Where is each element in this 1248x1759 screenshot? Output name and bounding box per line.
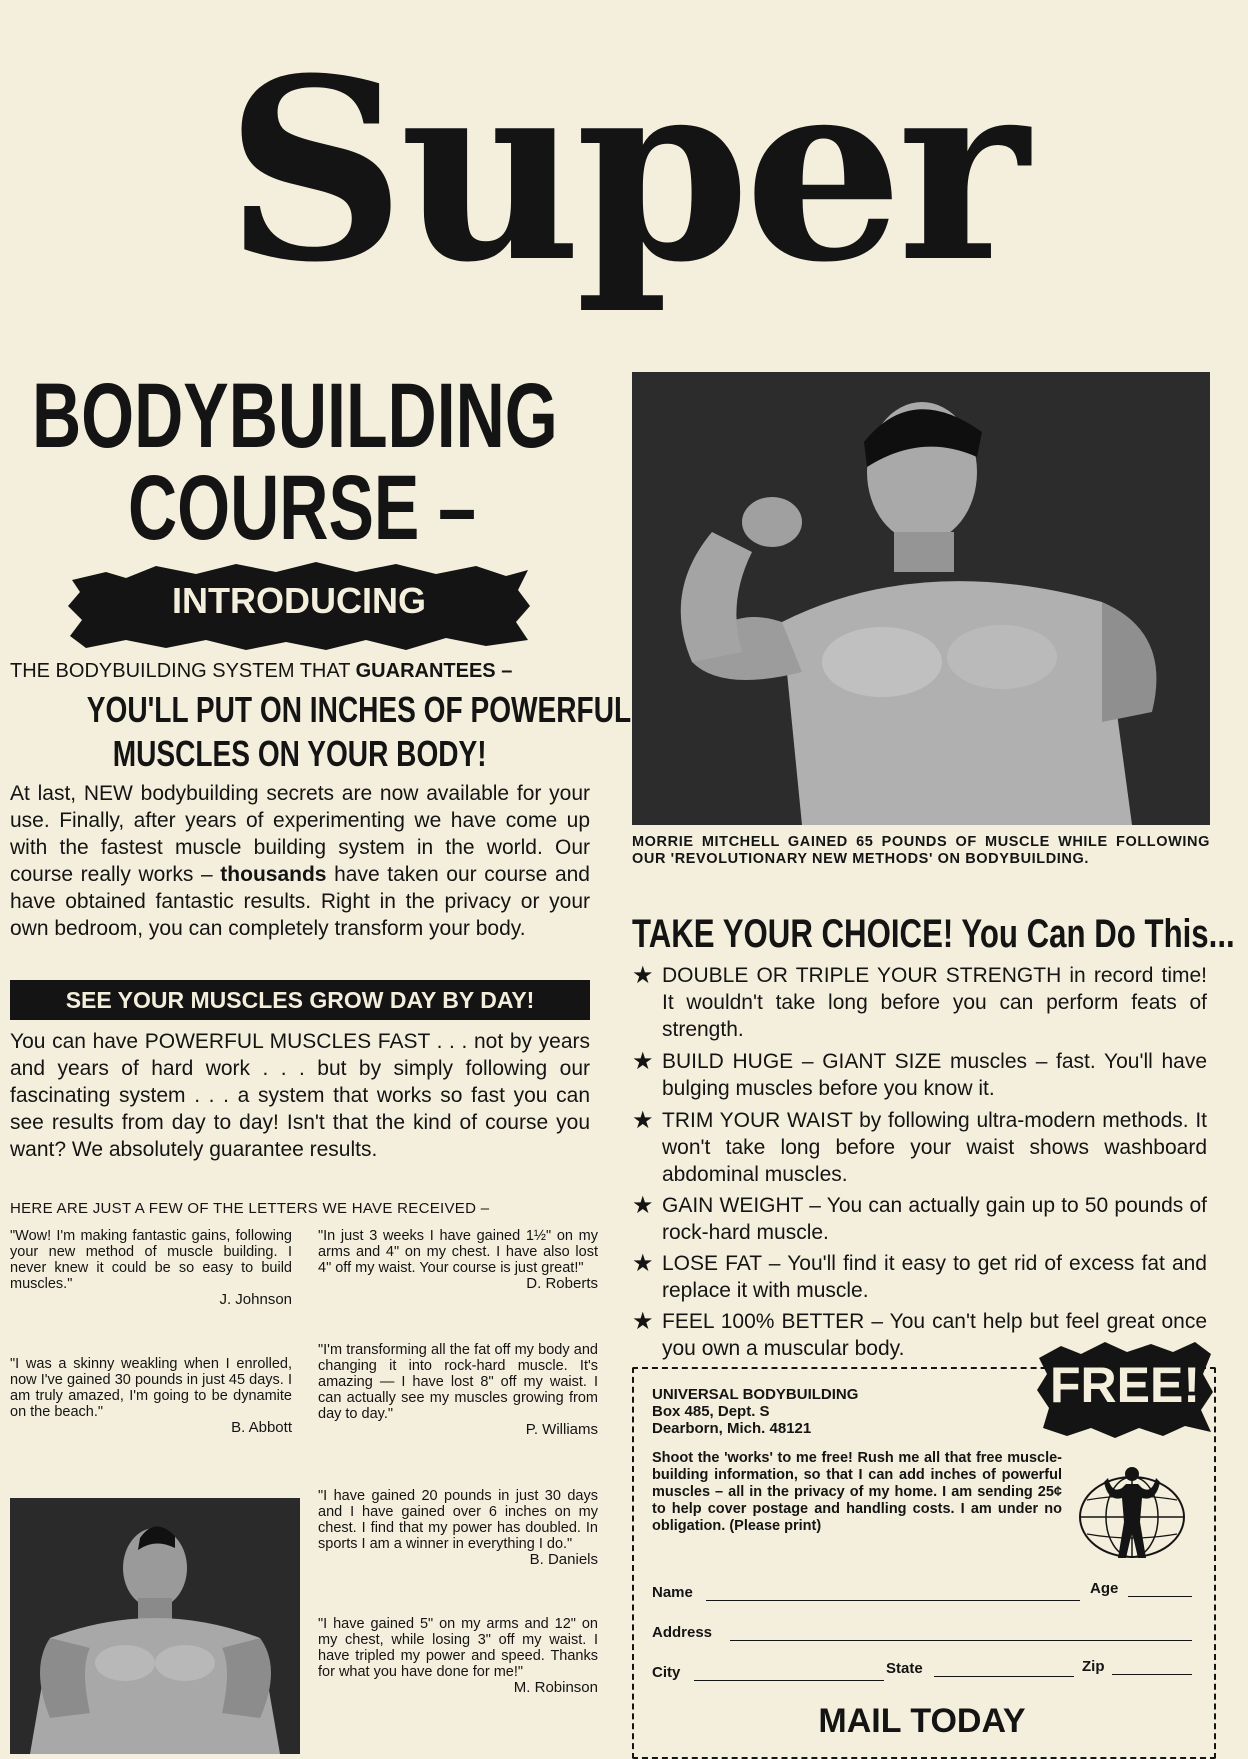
letter-5: [318, 1488, 598, 1568]
star-icon: ★: [632, 1250, 654, 1277]
subheadline-2: MUSCLES ON YOUR BODY!: [113, 733, 487, 774]
letters-heading: HERE ARE JUST A FEW OF THE LETTERS WE HAVE RECEIVED –: [10, 1200, 490, 1217]
letter-text: "In just 3 weeks I have gained 1½" on my arms and 4" on my chest. I have also lost 4" off my waist. Your course is just great!": [318, 1228, 598, 1276]
intro-paragraph: [10, 780, 590, 942]
free-label: FREE!: [1050, 1357, 1200, 1413]
letter-author: B. Daniels: [529, 1551, 598, 1568]
letter-6: [318, 1616, 598, 1696]
city-input[interactable]: [694, 1680, 884, 1681]
intro-text-bold: thousands: [220, 863, 327, 886]
intro-text-b: have taken our course and have obtained fantastic results. Right in the privacy or your own bedroom, you can completely transform your body.: [10, 863, 590, 940]
letter-text: "I have gained 20 pounds in just 30 days and I have gained over 6 inches on my chest. I find that my power has doubled. In sports I am a winner in everything I do.": [318, 1488, 598, 1552]
photo-caption: MORRIE MITCHELL GAINED 65 POUNDS OF MUSCLE WHILE FOLLOWING OUR 'REVOLUTIONARY NEW METHODS' ON BODYBUILDING.: [632, 834, 1210, 867]
city-label: City: [652, 1664, 681, 1681]
body-paragraph: You can have POWERFUL MUSCLES FAST . . . not by years and years of hard work . . . but by simply following our fascinating system . . . a system that works so fast you can see results from day to day! Isn't that the kind of course you want? We absolutely guarantee results.: [10, 1030, 590, 1161]
address-line: Dearborn, Mich. 48121: [652, 1420, 812, 1437]
guarantee-prefix: THE BODYBUILDING SYSTEM THAT: [10, 660, 356, 682]
introducing-banner: [66, 560, 532, 652]
bodybuilder-photo-main: [632, 372, 1210, 825]
star-icon: ★: [632, 1192, 654, 1219]
bullet-4: [632, 1192, 1210, 1246]
bullet-text: GAIN WEIGHT – You can actually gain up to 50 pounds of rock-hard muscle.: [662, 1194, 1207, 1244]
address-input[interactable]: [730, 1640, 1192, 1641]
address-line: UNIVERSAL BODYBUILDING: [652, 1386, 859, 1403]
state-label: State: [886, 1660, 923, 1677]
name-label: Name: [652, 1584, 693, 1601]
introducing-label: INTRODUCING: [172, 580, 426, 621]
letter-1: [10, 1228, 292, 1308]
choice-heading: TAKE YOUR CHOICE! You Can Do This...: [632, 912, 1235, 956]
star-icon: ★: [632, 1048, 654, 1075]
star-icon: ★: [632, 962, 654, 989]
address-label: Address: [652, 1624, 713, 1641]
bullet-text: DOUBLE OR TRIPLE YOUR STRENGTH in record time! It wouldn't take long before you can perform feats of strength.: [662, 964, 1207, 1041]
see-muscles-bar: SEE YOUR MUSCLES GROW DAY BY DAY!: [10, 980, 590, 1020]
letter-author: B. Abbott: [231, 1419, 292, 1436]
letter-text: "I was a skinny weakling when I enrolled, now I've gained 30 pounds in just 45 days. I am truly amazed, I'm going to be dynamite on the beach.": [10, 1356, 292, 1420]
letter-author: J. Johnson: [219, 1291, 292, 1308]
free-badge: [1035, 1340, 1215, 1440]
zip-label: Zip: [1082, 1658, 1105, 1675]
letter-author: D. Roberts: [526, 1275, 598, 1292]
subheadline-1: YOU'LL PUT ON INCHES OF POWERFUL: [86, 689, 632, 730]
age-label: Age: [1090, 1580, 1119, 1597]
bullet-3: [632, 1107, 1210, 1188]
letter-author: M. Robinson: [513, 1679, 598, 1696]
title-line-1: BODYBUILDING: [32, 365, 558, 467]
letter-2: [10, 1356, 292, 1436]
globe-strongman-logo-icon: [1072, 1462, 1192, 1572]
letter-author: P. Williams: [525, 1421, 598, 1438]
bullet-2: [632, 1048, 1210, 1102]
guarantee-bold: GUARANTEES –: [355, 660, 513, 682]
bullet-text: LOSE FAT – You'll find it easy to get rid of excess fat and replace it with muscle.: [662, 1252, 1207, 1302]
mail-today: MAIL TODAY: [818, 1702, 1026, 1740]
zip-input[interactable]: [1112, 1674, 1192, 1675]
state-input[interactable]: [934, 1676, 1074, 1677]
offer-text: Shoot the 'works' to me free! Rush me all that free muscle-building information, so that I can add inches of powerful muscles – all in the privacy of my home. I am sending 25¢ to help cover postage and handling costs. I am under no obligation. (Please print): [652, 1450, 1062, 1534]
letter-text: "I'm transforming all the fat off my body and changing it into rock-hard muscle. It's amazing — I have lost 8" off my waist. I can actually see my muscles growing from day to day.": [318, 1342, 598, 1422]
letter-3: [318, 1228, 598, 1292]
star-icon: ★: [632, 1107, 654, 1134]
guarantee-line: [10, 660, 590, 683]
bullet-text: FEEL 100% BETTER – You can't help but feel great once you own a muscular body.: [662, 1310, 1207, 1360]
bullet-text: TRIM YOUR WAIST by following ultra-modern methods. It won't take long before your waist shows washboard abdominal muscles.: [662, 1109, 1207, 1186]
letter-4: [318, 1342, 598, 1438]
title-line-2: COURSE –: [128, 457, 477, 559]
age-input[interactable]: [1128, 1596, 1192, 1597]
letter-text: "I have gained 5" on my arms and 12" on my chest, while losing 3" off my waist. I have tripled my power and speed. Thanks for what you have done for me!": [318, 1616, 598, 1680]
headline: Super: [225, 23, 1023, 317]
intro-text-a: At last, NEW bodybuilding secrets are now available for your use. Finally, after years of experimenting we have come up with the fastest muscle building system in the world. Our course really works –: [10, 782, 590, 886]
star-icon: ★: [632, 1308, 654, 1335]
mailing-address: [652, 1386, 1012, 1437]
bullet-5: [632, 1250, 1210, 1304]
letter-text: "Wow! I'm making fantastic gains, following your new method of muscle building. I never knew it could be so easy to build muscles.": [10, 1228, 292, 1292]
bodybuilder-photo-small: [10, 1498, 300, 1754]
name-input[interactable]: [706, 1600, 1080, 1601]
address-line: Box 485, Dept. S: [652, 1403, 770, 1420]
subheadline: [10, 688, 632, 776]
bullet-1: [632, 962, 1210, 1043]
bullet-text: BUILD HUGE – GIANT SIZE muscles – fast. You'll have bulging muscles before you know it.: [662, 1050, 1207, 1100]
